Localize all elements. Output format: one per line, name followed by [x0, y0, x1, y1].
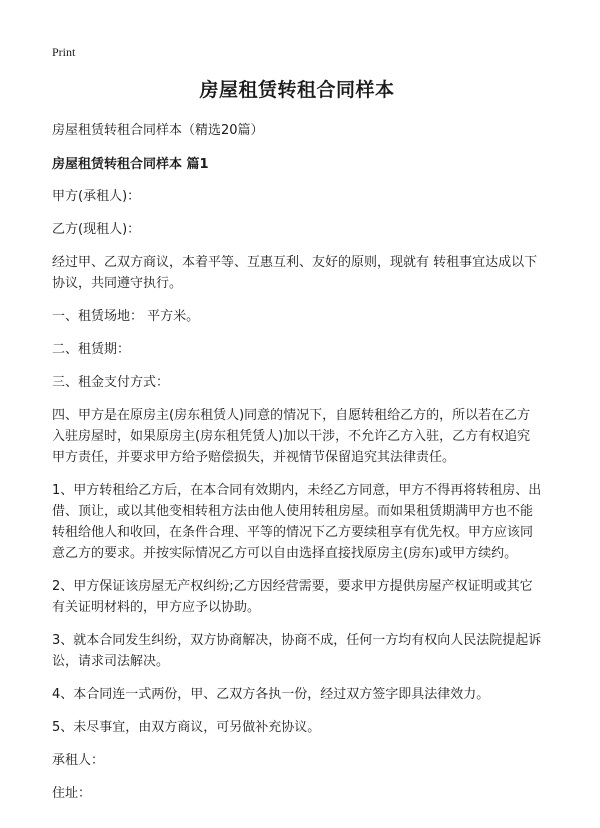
clause-3-payment: 三、租金支付方式： — [52, 375, 170, 390]
preamble-paragraph: 经过甲、乙双方商议，本着平等、互惠互利、友好的原则，现就有 转租事宜达成以下协议，共同遵守执行。 — [52, 255, 538, 291]
item-5-paragraph: 5、未尽事宜，由双方商议，可另做补充协议。 — [52, 720, 321, 735]
lessee-signature-line: 承租人： — [52, 753, 105, 768]
document-subtitle: 房屋租赁转租合同样本（精选20篇） — [52, 123, 264, 138]
clause-4-consent: 四、甲方是在原房主(房东租赁人)同意的情况下，自愿转租给乙方的，所以若在乙方入驻房屋时，如果原房主(房东租凭赁人)加以干涉，不允许乙方入驻，乙方有权追究甲方责任，并要求甲方给予赔偿损失，并视情节保留追究其法律责任。 — [52, 408, 531, 465]
clause-1-area: 一、租赁场地： 平方米。 — [52, 309, 200, 324]
item-3-paragraph: 3、就本合同发生纠纷，双方协商解决，协商不成，任何一方均有权向人民法院提起诉讼，请求司法解决。 — [52, 633, 542, 669]
clause-2-term: 二、租赁期： — [52, 342, 131, 357]
address-line: 住址： — [52, 786, 92, 801]
item-2-paragraph: 2、甲方保证该房屋无产权纠纷;乙方因经营需要，要求甲方提供房屋产权证明或其它有关证明材料的，甲方应予以协助。 — [52, 579, 533, 615]
section-title: 房屋租赁转租合同样本 篇1 — [52, 157, 209, 172]
party-a-line: 甲方(承租人)： — [52, 189, 141, 204]
print-link[interactable]: Print — [52, 45, 76, 59]
document-title: 房屋租赁转租合同样本 — [199, 79, 395, 101]
item-4-paragraph: 4、本合同连一式两份，甲、乙双方各执一份，经过双方签字即具法律效力。 — [52, 687, 490, 702]
party-b-line: 乙方(现租人)： — [52, 222, 141, 237]
item-1-paragraph: 1、甲方转租给乙方后，在本合同有效期内，未经乙方同意，甲方不得再将转租房、出借、顶让，或以其他变相转租方法由他人使用转租房屋。而如果租赁期满甲方也不能转租给他人和收回，在条件合理、平等的情况下乙方要续租享有优先权。甲方应该同意乙方的要求。并按实际情况乙方可以自由选择直接找原房主(房东)或甲方续约。 — [52, 483, 542, 561]
